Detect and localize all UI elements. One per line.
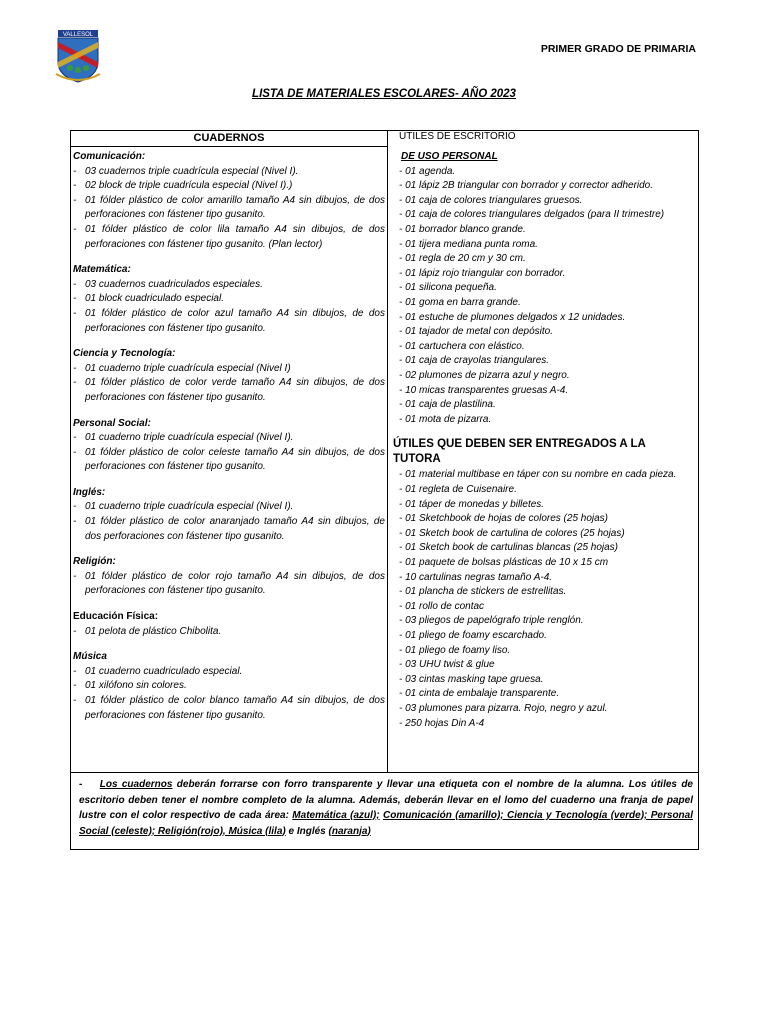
personal-use-heading: DE USO PERSONAL: [401, 151, 498, 162]
list-item: - 01 lápiz 2B triangular con borrador y corrector adherido.: [399, 180, 654, 192]
list-item: - 01 táper de monedas y billetes.: [399, 498, 545, 510]
item-text: 01 cuaderno triple cuadrícula especial (Nivel I).: [85, 501, 294, 513]
list-item: - 03 pliegos de papelógrafo triple renglón.: [399, 615, 584, 627]
list-item: [73, 679, 385, 694]
item-bullet: -: [73, 223, 77, 235]
item-bullet: -: [73, 194, 77, 206]
item-text: 01 cuaderno triple cuadrícula especial (Nivel I): [85, 362, 291, 374]
item-bullet: -: [73, 278, 77, 290]
subject-heading: Personal Social:: [73, 417, 151, 429]
list-item: - 01 Sketch book de cartulinas blancas (25 hojas): [399, 542, 619, 554]
column-divider: [387, 131, 388, 772]
desk-supplies-heading: ÚTILES DE ESCRITORIO: [399, 131, 516, 142]
list-item: - 01 regla de 20 cm y 30 cm.: [399, 253, 526, 265]
footer-lead: Los cuadernos: [99, 779, 173, 790]
subject-heading: Ciencia y Tecnología:: [73, 348, 176, 360]
list-item: [73, 694, 385, 723]
list-item: [73, 179, 385, 194]
subject-heading: Música: [73, 651, 107, 663]
list-item: - 01 caja de plastilina.: [399, 399, 496, 411]
item-text: 02 block de triple cuadrícula especial (Nivel I).): [85, 180, 293, 192]
item-bullet: -: [73, 570, 77, 582]
item-bullet: -: [73, 293, 77, 305]
list-item: - 01 caja de colores triangulares delgados (para II trimestre): [399, 209, 665, 221]
subject-heading: Matemática:: [73, 264, 131, 276]
item-bullet: -: [73, 516, 77, 528]
list-item: - 01 goma en barra grande.: [399, 296, 521, 308]
item-bullet: -: [73, 680, 77, 692]
item-bullet: -: [73, 362, 77, 374]
item-bullet: -: [73, 665, 77, 677]
item-text: 03 cuadernos triple cuadrícula especial (Nivel I).: [85, 165, 299, 177]
item-text: 01 fólder plástico de color rojo tamaño A4 sin dibujos, de dos perforaciones con fástener tipo gusanito.: [85, 570, 385, 597]
item-text: 01 fólder plástico de color amarillo tamaño A4 sin dibujos, de dos perforaciones con fástener tipo gusanito.: [85, 194, 385, 221]
list-item: - 01 pliego de foamy escarchado.: [399, 630, 547, 641]
list-item: - 01 cinta de embalaje transparente.: [399, 688, 560, 700]
item-text: 01 fólder plástico de color anaranjado tamaño A4 sin dibujos, de dos perforaciones con fástener tipo gusanito.: [85, 516, 385, 542]
item-text: 01 fólder plástico de color azul tamaño A4 sin dibujos, de dos perforaciones con fástener tipo gusanito.: [85, 307, 385, 334]
item-text: 01 fólder plástico de color verde tamaño A4 sin dibujos, de dos perforaciones con fástener tipo gusanito.: [85, 377, 385, 403]
notebooks-heading: CUADERNOS: [193, 132, 265, 144]
list-item: - 01 borrador blanco grande.: [399, 223, 526, 235]
item-bullet: -: [73, 625, 77, 637]
list-item: [73, 278, 385, 293]
list-item: - 01 rollo de contac: [399, 600, 485, 612]
list-item: [73, 194, 385, 223]
list-item: [73, 223, 385, 252]
list-item: - 03 cintas masking tape gruesa.: [399, 673, 544, 685]
notebooks-column: [73, 150, 385, 723]
list-item: [73, 165, 385, 180]
item-text: 01 cuaderno triple cuadrícula especial (Nivel I).: [85, 432, 294, 444]
list-item: [73, 665, 385, 680]
list-item: - 01 caja de colores triangulares gruesos.: [399, 194, 583, 206]
item-bullet: -: [73, 501, 77, 513]
item-text: 01 xilófono sin colores.: [85, 680, 187, 692]
list-item: - 01 pliego de foamy liso.: [399, 644, 511, 656]
list-item: [73, 500, 385, 515]
list-item: - 01 Sketchbook de hojas de colores (25 hojas): [399, 513, 609, 525]
list-item: - 01 Sketch book de cartulina de colores (25 hojas): [399, 527, 625, 539]
personal-use-list: [393, 165, 695, 428]
school-crest-logo: [52, 28, 104, 84]
header-divider: [71, 146, 387, 147]
item-text: 01 pelota de plástico Chibolita.: [85, 625, 222, 637]
list-item: - 03 plumones para pizarra. Rojo, negro y azul.: [399, 702, 608, 714]
item-text: 03 cuadernos cuadriculados especiales.: [85, 278, 263, 290]
item-bullet: -: [73, 165, 77, 177]
footer-math-color: Matemática (azul);: [292, 810, 380, 821]
footer-english-color: (naranja): [328, 825, 371, 837]
list-item: - 10 micas transparentes gruesas A-4.: [399, 384, 569, 396]
footer-dash: -: [79, 779, 83, 790]
item-bullet: -: [73, 180, 77, 192]
subject-heading: Educación Física:: [73, 611, 159, 623]
item-bullet: -: [73, 446, 77, 458]
subject-heading: Inglés:: [73, 486, 106, 498]
item-bullet: -: [73, 377, 77, 389]
list-item: [73, 431, 385, 446]
list-item: - 01 mota de pizarra.: [399, 413, 492, 425]
list-item: - 01 paquete de bolsas plásticas de 10 x 15 cm: [399, 557, 609, 569]
list-item: [73, 307, 385, 336]
list-item: - 250 hojas Din A-4: [399, 717, 485, 729]
item-text: 01 cuaderno cuadriculado especial.: [85, 665, 243, 677]
list-item: [73, 362, 385, 377]
list-item: - 01 tajador de metal con depósito.: [399, 326, 553, 338]
list-item: [73, 570, 385, 599]
list-item: [73, 292, 385, 307]
list-item: - 01 tijera mediana punta roma.: [399, 238, 538, 250]
item-text: 01 block cuadriculado especial.: [85, 293, 224, 305]
item-text: 01 fólder plástico de color celeste tamaño A4 sin dibujos, de dos perforaciones con fástener tipo gusanito.: [85, 446, 385, 473]
tutor-supplies-list: [393, 468, 695, 731]
footer-text: deberán forrarse con forro transparente y llevar una etiqueta con el nombre de la alumna. Los útiles de escritorio deben tener el nombre completo de la alumna. Además, deberán llevar en el lomo del cuaderno una franja de papel lustre con el color respectivo de cada área:: [79, 779, 693, 821]
subject-heading: Comunicación:: [73, 151, 146, 162]
list-item: - 01 plancha de stickers de estrellitas.: [399, 586, 567, 598]
supplies-column: [393, 150, 695, 731]
document-title: LISTA DE MATERIALES ESCOLARES- AÑO 2023: [252, 88, 516, 100]
subject-heading: Religión:: [73, 556, 116, 568]
list-item: - 10 cartulinas negras tamaño A-4.: [399, 571, 553, 583]
footer-note: - Los cuadernos deberán forrarse con forro transparente y llevar una etiqueta con el nombre de la alumna. Los útiles de escritorio deben tener el nombre completo de la alumna. Además, deberán llevar en el lomo del cuaderno una franja de papel lustre con el color respectivo de cada área: Matemática (azul); Comunicación (amarillo); Ciencia y Tecnología (verde); Personal Social (celeste); Religión(rojo), Música (lila) e Inglés (naranja): [79, 779, 694, 837]
list-item: [73, 625, 385, 640]
footer-area-colors: Comunicación (amarillo); Ciencia y Tecnología (verde); Personal Social (celeste); Religión(rojo), Música (lila): [79, 810, 694, 837]
list-item: - 01 lápiz rojo triangular con borrador.: [399, 267, 566, 279]
grade-label: PRIMER GRADO DE PRIMARIA: [540, 43, 696, 55]
list-item: - 01 material multibase en táper con su nombre en cada pieza.: [399, 469, 677, 481]
list-item: - 03 UHU twist & glue: [399, 659, 495, 671]
list-item: [73, 515, 385, 544]
list-item: - 01 cartuchera con elástico.: [399, 340, 525, 352]
materials-table: [70, 130, 699, 850]
item-bullet: -: [73, 307, 77, 319]
item-bullet: -: [73, 695, 77, 706]
crest-text: VALLESOL: [62, 32, 94, 38]
item-text: 01 fólder plástico de color lila tamaño A4 sin dibujos, de dos perforaciones con fástener tipo gusanito. (Plan lector): [85, 223, 385, 250]
list-item: - 01 regleta de Cuisenaire.: [399, 484, 517, 496]
list-item: [73, 446, 385, 475]
list-item: - 01 agenda.: [399, 165, 456, 177]
item-text: 01 fólder plástico de color blanco tamaño A4 sin dibujos, de dos perforaciones con fástener tipo gusanito.: [85, 695, 385, 721]
list-item: - 01 caja de crayolas triangulares.: [399, 355, 550, 367]
list-item: - 02 plumones de pizarra azul y negro.: [399, 369, 570, 381]
tutor-supplies-heading: ÚTILES QUE DEBEN SER ENTREGADOS A LA TUTORA: [393, 438, 646, 465]
list-item: - 01 estuche de plumones delgados x 12 unidades.: [399, 311, 626, 323]
list-item: - 01 silicona pequeña.: [399, 282, 497, 294]
footer-divider: [71, 772, 698, 773]
list-item: [73, 376, 385, 405]
item-bullet: -: [73, 432, 77, 444]
